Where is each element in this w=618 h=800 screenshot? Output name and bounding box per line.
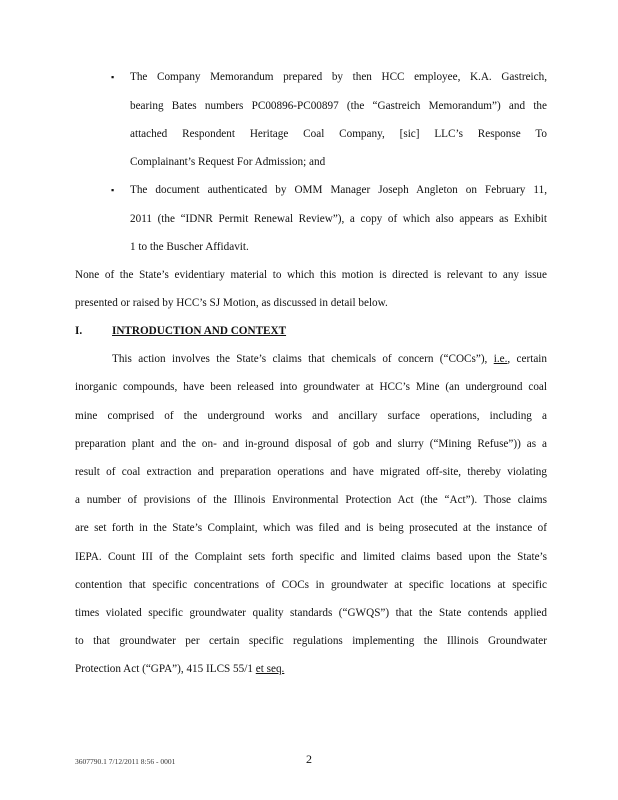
page-number: 2 [306, 752, 312, 766]
bullet-1-line-2: bearing Bates numbers PC00896-PC00897 (the “Gastreich Memorandum”) and the [130, 100, 547, 112]
bullet-marker: ▪ [111, 72, 115, 82]
body-line-1-tail: , certain [507, 353, 547, 365]
footer-document-id: 3607790.1 7/12/2011 8:56 - 0001 [75, 757, 176, 766]
ie-abbreviation: i.e. [493, 353, 508, 365]
body-line-8: IEPA. Count III of the Complaint sets forth specific and limited claims based upon the State’s [75, 551, 547, 563]
bullet-1-line-3: attached Respondent Heritage Coal Company, [sic] LLC’s Response To [130, 128, 547, 140]
body-line-1 [112, 352, 547, 366]
body-line-2: inorganic compounds, have been released into groundwater at HCC’s Mine (an underground coal [75, 381, 547, 393]
body-line-10: times violated specific groundwater quality standards (“GWQS”) that the State contends applied [75, 607, 547, 619]
bullet-marker: ▪ [111, 185, 115, 195]
body-line-12 [75, 662, 284, 676]
section-number: I. [75, 325, 83, 337]
body-line-1-text: This action involves the State’s claims that chemicals of concern (“COCs”), [112, 353, 494, 365]
intro-line-1: None of the State’s evidentiary material to which this motion is directed is relevant to any issue [75, 269, 547, 281]
body-line-4: preparation plant and the on- and in-ground disposal of gob and slurry (“Mining Refuse”)) as a [75, 438, 547, 450]
section-title: INTRODUCTION AND CONTEXT [112, 325, 287, 337]
body-line-6: a number of provisions of the Illinois Environmental Protection Act (the “Act”). Those claims [75, 494, 547, 506]
body-line-3: mine comprised of the underground works and ancillary surface operations, including a [75, 410, 547, 422]
et-seq-citation: et seq. [255, 663, 285, 675]
bullet-2-line-2: 2011 (the “IDNR Permit Renewal Review”), a copy of which also appears as Exhibit [130, 213, 547, 225]
body-line-11: to that groundwater per certain specific regulations implementing the Illinois Groundwater [75, 635, 547, 647]
bullet-1-line-4: Complainant’s Request For Admission; and [130, 156, 326, 168]
intro-line-2: presented or raised by HCC’s SJ Motion, as discussed in detail below. [75, 297, 388, 309]
bullet-2-line-1: The document authenticated by OMM Manager Joseph Angleton on February 11, [130, 184, 547, 196]
bullet-2-line-3: 1 to the Buscher Affidavit. [130, 241, 249, 253]
body-line-5: result of coal extraction and preparation operations and have migrated off-site, thereby violating [75, 466, 547, 478]
body-line-12-text: Protection Act (“GPA”), 415 ILCS 55/1 [75, 663, 256, 675]
body-line-9: contention that specific concentrations of COCs in groundwater at specific locations at specific [75, 579, 547, 591]
bullet-1-line-1: The Company Memorandum prepared by then HCC employee, K.A. Gastreich, [130, 71, 547, 83]
body-line-7: are set forth in the State’s Complaint, which was filed and is being prosecuted at the instance of [75, 522, 547, 534]
